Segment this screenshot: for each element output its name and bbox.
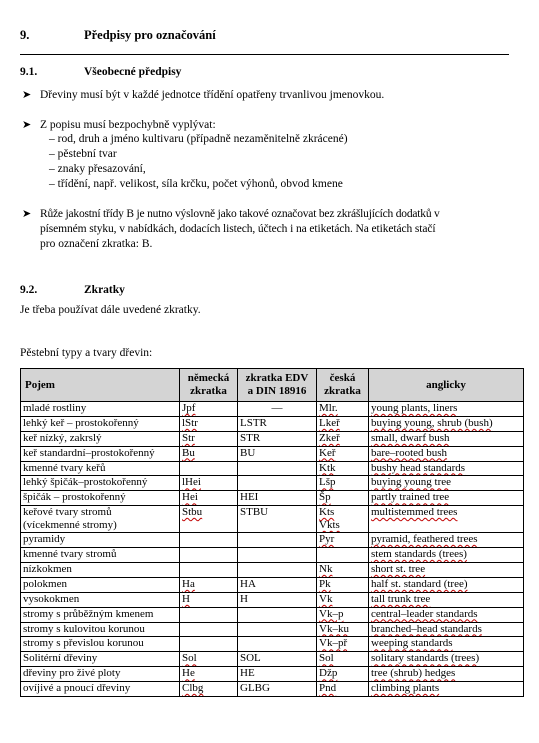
cell-edv-abbr xyxy=(238,607,317,622)
cell-term: mladé rostliny xyxy=(21,402,180,417)
cell-czech-abbr: Vk xyxy=(317,592,369,607)
cell-czech-abbr: Kts Vkts xyxy=(317,506,369,533)
cell-term: špičák – prostokořenný xyxy=(21,491,180,506)
cell-czech-abbr: Zkeř xyxy=(317,431,369,446)
cell-english: half st. standard (tree) xyxy=(369,577,524,592)
cell-german-abbr: Stbu xyxy=(180,506,238,533)
cell-term: vysokokmen xyxy=(21,592,180,607)
cell-english: tall trunk tree xyxy=(369,592,524,607)
bullet-text-continuation: písemném styku, v nabídkách, dodacích listech, účtech i na etiketách. Na etiketách stačí xyxy=(40,223,436,235)
cell-czech-abbr: Vk–ku xyxy=(317,622,369,637)
cell-english: stem standards (trees) xyxy=(369,548,524,563)
cell-german-abbr: Jpf xyxy=(180,402,238,417)
header-pojem: Pojem xyxy=(21,369,180,402)
cell-term: stromy s převislou korunou xyxy=(21,637,180,652)
cell-term: keř nízký, zakrslý xyxy=(21,431,180,446)
cell-edv-abbr: GLBG xyxy=(238,682,317,697)
dash-item: – pěstební tvar xyxy=(49,148,117,160)
header-german-abbr: německá zkratka xyxy=(180,369,238,402)
cell-czech-abbr: Pnd xyxy=(317,682,369,697)
table-row xyxy=(21,622,524,637)
cell-german-abbr xyxy=(180,637,238,652)
table-row xyxy=(21,652,524,667)
cell-english: small, dwarf bush xyxy=(369,431,524,446)
cell-edv-abbr: HEI xyxy=(238,491,317,506)
cell-german-abbr xyxy=(180,607,238,622)
cell-czech-abbr: Pyr xyxy=(317,533,369,548)
cell-german-abbr: lHei xyxy=(180,476,238,491)
dash-item: – rod, druh a jméno kultivaru (případně nezaměnitelně zkrácené) xyxy=(49,133,348,145)
cell-german-abbr: Bu xyxy=(180,446,238,461)
header-edv-abbr: zkratka EDV a DIN 18916 xyxy=(238,369,317,402)
table-row xyxy=(21,491,524,506)
cell-english: young plants, liners xyxy=(369,402,524,417)
cell-term: pyramidy xyxy=(21,533,180,548)
cell-czech-abbr: Šp xyxy=(317,491,369,506)
table-row xyxy=(21,416,524,431)
cell-edv-abbr: STBU xyxy=(238,506,317,533)
cell-edv-abbr: LSTR xyxy=(238,416,317,431)
cell-term: lehký keř – prostokořenný xyxy=(21,416,180,431)
cell-german-abbr: H xyxy=(180,592,238,607)
cell-edv-abbr: BU xyxy=(238,446,317,461)
table-row xyxy=(21,577,524,592)
cell-english: multistemmed trees xyxy=(369,506,524,533)
cell-german-abbr: Str xyxy=(180,431,238,446)
cell-german-abbr xyxy=(180,461,238,476)
section-number: 9. xyxy=(20,28,30,42)
cell-german-abbr: Ha xyxy=(180,577,238,592)
cell-term: stromy s průběžným kmenem xyxy=(21,607,180,622)
table-row xyxy=(21,682,524,697)
cell-edv-abbr: — xyxy=(238,402,317,417)
cell-edv-abbr: H xyxy=(238,592,317,607)
cell-czech-abbr: Keř xyxy=(317,446,369,461)
cell-term: nízkokmen xyxy=(21,563,180,578)
table-row xyxy=(21,548,524,563)
table-row xyxy=(21,431,524,446)
arrow-bullet-icon: ➤ xyxy=(22,89,32,101)
cell-english: bushy head standards xyxy=(369,461,524,476)
cell-czech-abbr: Vk–př xyxy=(317,637,369,652)
bullet-text: Dřeviny musí být v každé jednotce třídění opatřeny trvanlivou jmenovkou. xyxy=(40,89,385,101)
header-czech-abbr: česká zkratka xyxy=(317,369,369,402)
table-row xyxy=(21,446,524,461)
cell-edv-abbr xyxy=(238,563,317,578)
cell-german-abbr xyxy=(180,563,238,578)
table-row xyxy=(21,667,524,682)
cell-term: dřeviny pro živé ploty xyxy=(21,667,180,682)
subsection-title: Všeobecné předpisy xyxy=(84,66,182,78)
cell-german-abbr: Sol xyxy=(180,652,238,667)
cell-german-abbr xyxy=(180,622,238,637)
cell-german-abbr xyxy=(180,548,238,563)
cell-english: pyramid, feathered trees xyxy=(369,533,524,548)
subsection-number: 9.2. xyxy=(20,284,38,296)
cell-edv-abbr xyxy=(238,622,317,637)
cell-english: central–leader standards xyxy=(369,607,524,622)
abbreviation-table xyxy=(20,368,524,697)
table-row xyxy=(21,637,524,652)
cell-czech-abbr xyxy=(317,548,369,563)
subsection-title: Zkratky xyxy=(84,284,125,296)
table-row xyxy=(21,592,524,607)
cell-english: climbing plants xyxy=(369,682,524,697)
cell-edv-abbr: SOL xyxy=(238,652,317,667)
bullet-text-continuation: pro označení zkratka: B. xyxy=(40,238,153,250)
cell-czech-abbr: Lšp xyxy=(317,476,369,491)
table-row xyxy=(21,563,524,578)
table-row xyxy=(21,506,524,533)
cell-edv-abbr: HE xyxy=(238,667,317,682)
cell-term: keř standardní–prostokořenný xyxy=(21,446,180,461)
cell-english: buying young tree xyxy=(369,476,524,491)
cell-term: Solitérní dřeviny xyxy=(21,652,180,667)
table-caption: Pěstební typy a tvary dřevin: xyxy=(20,347,153,359)
cell-german-abbr: lStr xyxy=(180,416,238,431)
cell-edv-abbr xyxy=(238,461,317,476)
cell-czech-abbr: Vk–p xyxy=(317,607,369,622)
dash-item: – třídění, např. velikost, síla krčku, počet výhonů, obvod kmene xyxy=(49,178,343,190)
cell-edv-abbr: HA xyxy=(238,577,317,592)
cell-english: solitary standards (trees) xyxy=(369,652,524,667)
section-divider xyxy=(20,54,509,55)
table-row xyxy=(21,533,524,548)
cell-english: weeping standards xyxy=(369,637,524,652)
cell-czech-abbr: Nk xyxy=(317,563,369,578)
table-row xyxy=(21,461,524,476)
cell-german-abbr: Clbg xyxy=(180,682,238,697)
cell-edv-abbr xyxy=(238,637,317,652)
cell-german-abbr: Hei xyxy=(180,491,238,506)
cell-english: bare–rooted bush xyxy=(369,446,524,461)
cell-czech-abbr: Lkeř xyxy=(317,416,369,431)
table-row xyxy=(21,476,524,491)
cell-edv-abbr xyxy=(238,533,317,548)
cell-english: buying young, shrub (bush) xyxy=(369,416,524,431)
arrow-bullet-icon: ➤ xyxy=(22,208,32,220)
cell-czech-abbr: Ktk xyxy=(317,461,369,476)
cell-term: keřové tvary stromů (vícekmenné stromy) xyxy=(21,506,180,533)
cell-czech-abbr: Džp xyxy=(317,667,369,682)
cell-term: polokmen xyxy=(21,577,180,592)
bullet-text: Z popisu musí bezpochybně vyplývat: xyxy=(40,119,216,131)
cell-term: kmenné tvary keřů xyxy=(21,461,180,476)
cell-german-abbr xyxy=(180,533,238,548)
cell-edv-abbr xyxy=(238,548,317,563)
cell-german-abbr: He xyxy=(180,667,238,682)
cell-term: ovíjivé a pnoucí dřeviny xyxy=(21,682,180,697)
header-english: anglicky xyxy=(369,369,524,402)
cell-term: stromy s kulovitou korunou xyxy=(21,622,180,637)
bullet-text: Růže jakostní třídy B je nutno výslovně jako takové označovat bez zkrášlujících dodatků v xyxy=(40,208,440,220)
cell-czech-abbr: Pk xyxy=(317,577,369,592)
cell-czech-abbr: Sol xyxy=(317,652,369,667)
arrow-bullet-icon: ➤ xyxy=(22,119,32,131)
cell-english: tree (shrub) hedges xyxy=(369,667,524,682)
cell-term: kmenné tvary stromů xyxy=(21,548,180,563)
cell-english: partly trained tree xyxy=(369,491,524,506)
intro-text: Je třeba používat dále uvedené zkratky. xyxy=(20,304,201,316)
table-row xyxy=(21,402,524,417)
cell-edv-abbr: STR xyxy=(238,431,317,446)
cell-term: lehký špičák–prostokořenný xyxy=(21,476,180,491)
dash-item: – znaky přesazování, xyxy=(49,163,146,175)
cell-edv-abbr xyxy=(238,476,317,491)
subsection-number: 9.1. xyxy=(20,66,38,78)
cell-czech-abbr: Mlr. xyxy=(317,402,369,417)
section-title: Předpisy pro označování xyxy=(84,28,216,42)
cell-english: branched–head standards xyxy=(369,622,524,637)
table-row xyxy=(21,607,524,622)
cell-english: short st. tree xyxy=(369,563,524,578)
